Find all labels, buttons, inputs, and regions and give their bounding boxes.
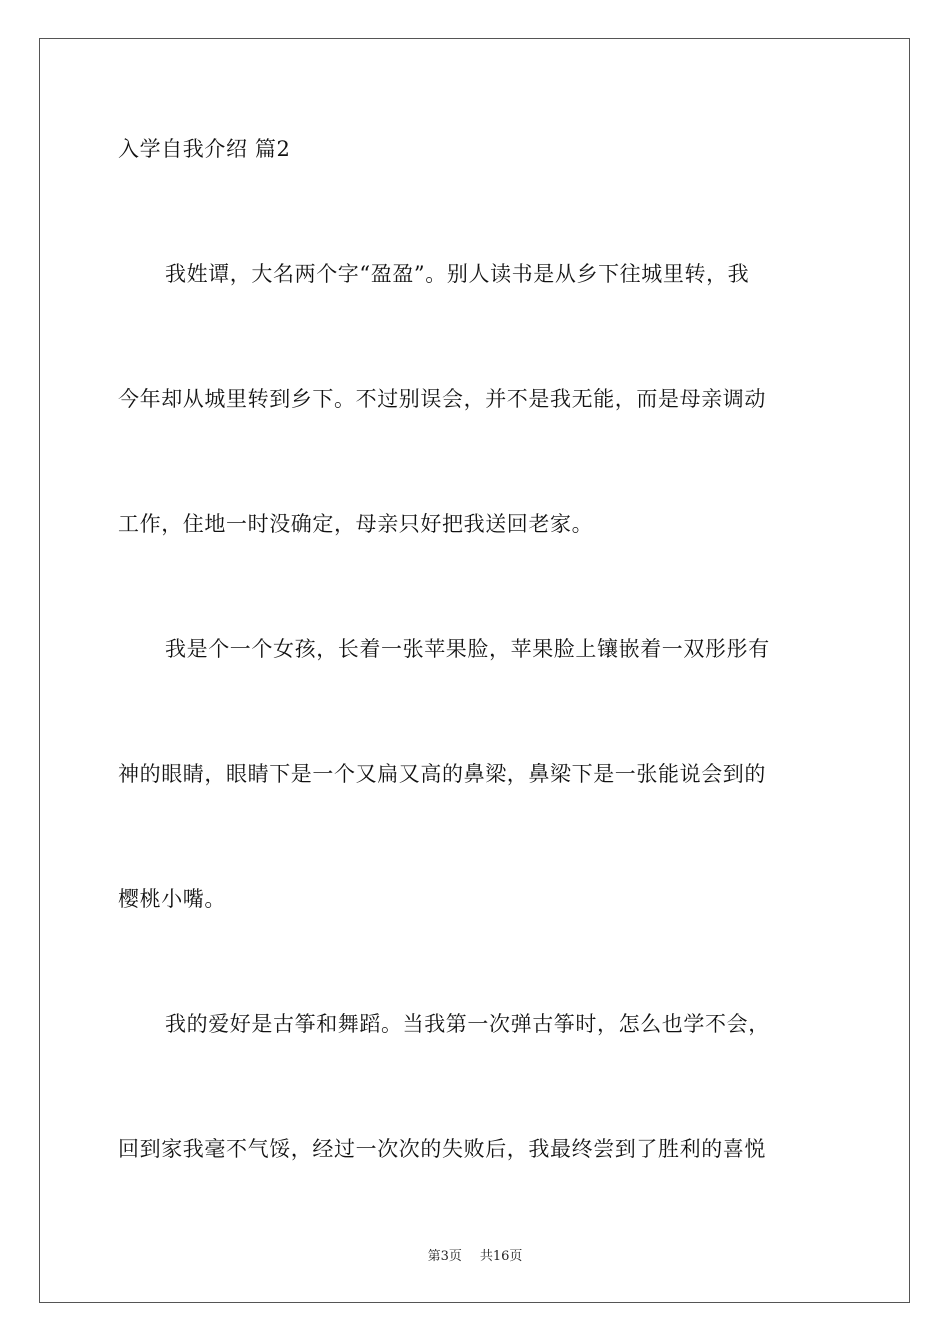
page-number: 第3页 [427,1249,462,1264]
paragraph-1-line-1: 我姓谭，大名两个字“盈盈”。别人读书是从乡下往城里转，我 [165,262,750,286]
paragraph-3-line-1: 我的爱好是古筝和舞蹈。当我第一次弹古筝时，怎么也学不会， [165,1012,770,1036]
paragraph-2-line-1: 我是个一个女孩，长着一张苹果脸，苹果脸上镶嵌着一双彤彤有 [165,637,770,661]
document-heading: 入学自我介绍 篇2 [118,137,291,161]
paragraph-3-line-2: 回到家我毫不气馁，经过一次次的失败后，我最终尝到了胜利的喜悦 [118,1137,766,1161]
page-total: 共16页 [479,1249,523,1264]
page-footer [0,1248,950,1266]
paragraph-1-line-2: 今年却从城里转到乡下。不过别误会，并不是我无能，而是母亲调动 [118,387,766,411]
paragraph-2-line-2: 神的眼睛，眼睛下是一个又扁又高的鼻梁，鼻梁下是一张能说会到的 [118,762,766,786]
paragraph-2-line-3: 樱桃小嘴。 [118,887,226,911]
paragraph-1-line-3: 工作，住地一时没确定，母亲只好把我送回老家。 [118,512,594,536]
page-frame [39,38,910,1303]
